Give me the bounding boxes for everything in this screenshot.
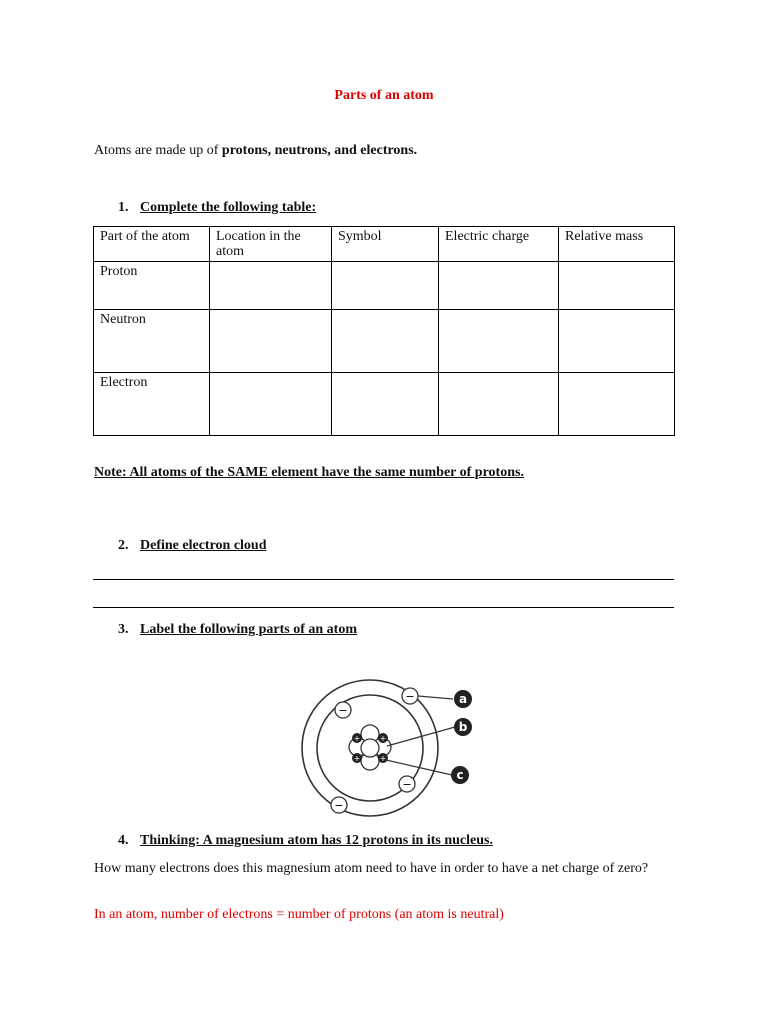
- header-mass: Relative mass: [559, 227, 675, 262]
- atom-table: [93, 226, 675, 436]
- question-2-number: 2.: [118, 538, 129, 553]
- question-1-number: 1.: [118, 200, 129, 215]
- atom-diagram: [290, 672, 490, 820]
- table-cell[interactable]: [332, 373, 439, 436]
- pointer-line-a: [418, 696, 453, 699]
- table-header-row: [94, 227, 675, 262]
- question-3: [118, 622, 357, 638]
- table-row: [94, 373, 675, 436]
- table-cell[interactable]: [439, 310, 559, 373]
- electron: [331, 797, 347, 813]
- label-c-marker: [451, 766, 469, 784]
- table-cell[interactable]: [332, 310, 439, 373]
- answer-line[interactable]: [93, 607, 674, 608]
- intro-prefix: Atoms are made up of: [94, 143, 222, 158]
- question-4-text: Thinking: A magnesium atom has 12 protons in its nucleus.: [140, 833, 493, 848]
- table-cell[interactable]: [332, 262, 439, 310]
- question-3-text: Label the following parts of an atom: [140, 622, 357, 637]
- svg-text:+: +: [379, 734, 387, 743]
- table-row: [94, 310, 675, 373]
- intro-text: [94, 143, 417, 159]
- row-label-proton: Proton: [94, 262, 210, 310]
- table-cell[interactable]: [210, 373, 332, 436]
- svg-text:a: a: [458, 692, 468, 706]
- pointer-line-c: [386, 760, 452, 775]
- header-symbol: Symbol: [332, 227, 439, 262]
- table-cell[interactable]: [559, 310, 675, 373]
- answer-line[interactable]: [93, 579, 674, 580]
- page-title: Parts of an atom: [334, 88, 434, 103]
- row-label-neutron: Neutron: [94, 310, 210, 373]
- nucleus: [349, 725, 391, 770]
- row-label-electron: Electron: [94, 373, 210, 436]
- electron: [399, 776, 415, 792]
- label-b-marker: [454, 718, 472, 736]
- question-2-text: Define electron cloud: [140, 538, 267, 553]
- question-1-text: Complete the following table:: [140, 200, 317, 215]
- svg-text:−: −: [338, 704, 348, 717]
- table-cell[interactable]: [439, 373, 559, 436]
- question-3-number: 3.: [118, 622, 129, 637]
- table-cell[interactable]: [210, 310, 332, 373]
- header-part: Part of the atom: [94, 227, 210, 262]
- svg-text:−: −: [334, 799, 344, 812]
- question-4: [118, 833, 493, 849]
- svg-text:−: −: [405, 690, 415, 703]
- question-4-number: 4.: [118, 833, 129, 848]
- svg-text:+: +: [353, 734, 361, 743]
- svg-text:−: −: [402, 778, 412, 791]
- note-text: Note: All atoms of the SAME element have the same number of protons.: [94, 465, 524, 480]
- table-cell[interactable]: [559, 262, 675, 310]
- pointer-line-b: [387, 727, 455, 746]
- question-2: [118, 538, 267, 554]
- svg-text:+: +: [379, 754, 387, 763]
- intro-bold: protons, neutrons, and electrons.: [221, 143, 418, 158]
- table-cell[interactable]: [439, 262, 559, 310]
- label-a-marker: [454, 690, 472, 708]
- electron: [402, 688, 418, 704]
- header-location: Location in the atom: [210, 227, 332, 262]
- question-body: How many electrons does this magnesium atom need to have in order to have a net charge of zero?: [94, 861, 649, 876]
- table-cell[interactable]: [559, 373, 675, 436]
- electron: [335, 702, 351, 718]
- svg-text:b: b: [458, 720, 468, 734]
- question-1: [118, 200, 316, 216]
- table-row: [94, 262, 675, 310]
- header-charge: Electric charge: [439, 227, 559, 262]
- table-cell[interactable]: [210, 262, 332, 310]
- svg-text:+: +: [353, 754, 361, 763]
- answer-text: In an atom, number of electrons = number of protons (an atom is neutral): [94, 907, 504, 922]
- svg-text:c: c: [456, 768, 464, 782]
